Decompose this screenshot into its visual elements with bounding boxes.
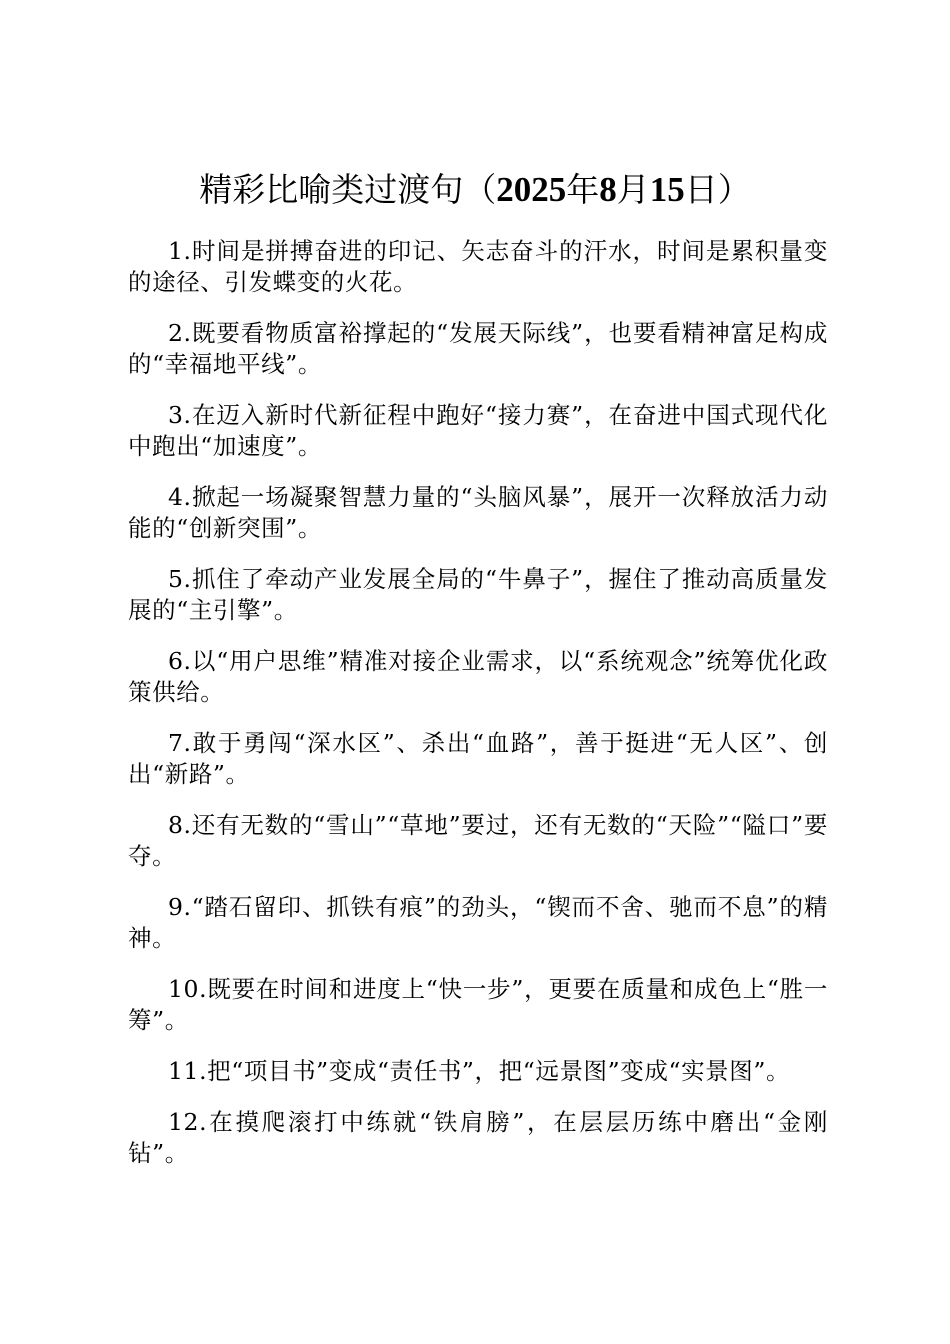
document-title (0, 166, 950, 214)
title-year: 2025 (496, 170, 567, 209)
list-item-4: 4.掀起一场凝聚智慧力量的“头脑风暴”，展开一次释放活力动能的“创新突围”。 (128, 483, 828, 542)
title-text: 精彩比喻类过渡句（ (199, 170, 497, 209)
list-item-11: 11.把“项目书”变成“责任书”，把“远景图”变成“实景图”。 (168, 1057, 791, 1085)
list-item-1: 1.时间是拼搏奋进的印记、矢志奋斗的汗水，时间是累积量变的途径、引发蝶变的火花。 (128, 237, 828, 296)
list-item-7: 7.敢于勇闯“深水区”、杀出“血路”，善于挺进“无人区”、创出“新路”。 (128, 729, 828, 788)
title-year-unit: 年 (566, 170, 600, 209)
list-item-5: 5.抓住了牵动产业发展全局的“牛鼻子”，握住了推动高质量发展的“主引擎”。 (128, 565, 828, 624)
title-day: 15 (649, 170, 685, 209)
title-month: 8 (599, 170, 617, 209)
list-item-8: 8.还有无数的“雪山”“草地”要过，还有无数的“天险”“隘口”要夺。 (128, 811, 828, 870)
list-item-10: 10.既要在时间和进度上“快一步”，更要在质量和成色上“胜一筹”。 (128, 975, 828, 1034)
list-item-3: 3.在迈入新时代新征程中跑好“接力赛”，在奋进中国式现代化中跑出“加速度”。 (128, 401, 828, 460)
list-item-6: 6.以“用户思维”精准对接企业需求，以“系统观念”统筹优化政策供给。 (128, 647, 828, 706)
title-month-unit: 月 (616, 170, 650, 209)
list-item-2: 2.既要看物质富裕撑起的“发展天际线”，也要看精神富足构成的“幸福地平线”。 (128, 319, 828, 378)
title-day-unit: 日） (684, 170, 751, 209)
list-item-9: 9.“踏石留印、抓铁有痕”的劲头，“锲而不舍、驰而不息”的精神。 (128, 893, 828, 952)
list-item-12: 12.在摸爬滚打中练就“铁肩膀”，在层层历练中磨出“金刚钻”。 (128, 1108, 828, 1167)
item-list (128, 236, 828, 1189)
